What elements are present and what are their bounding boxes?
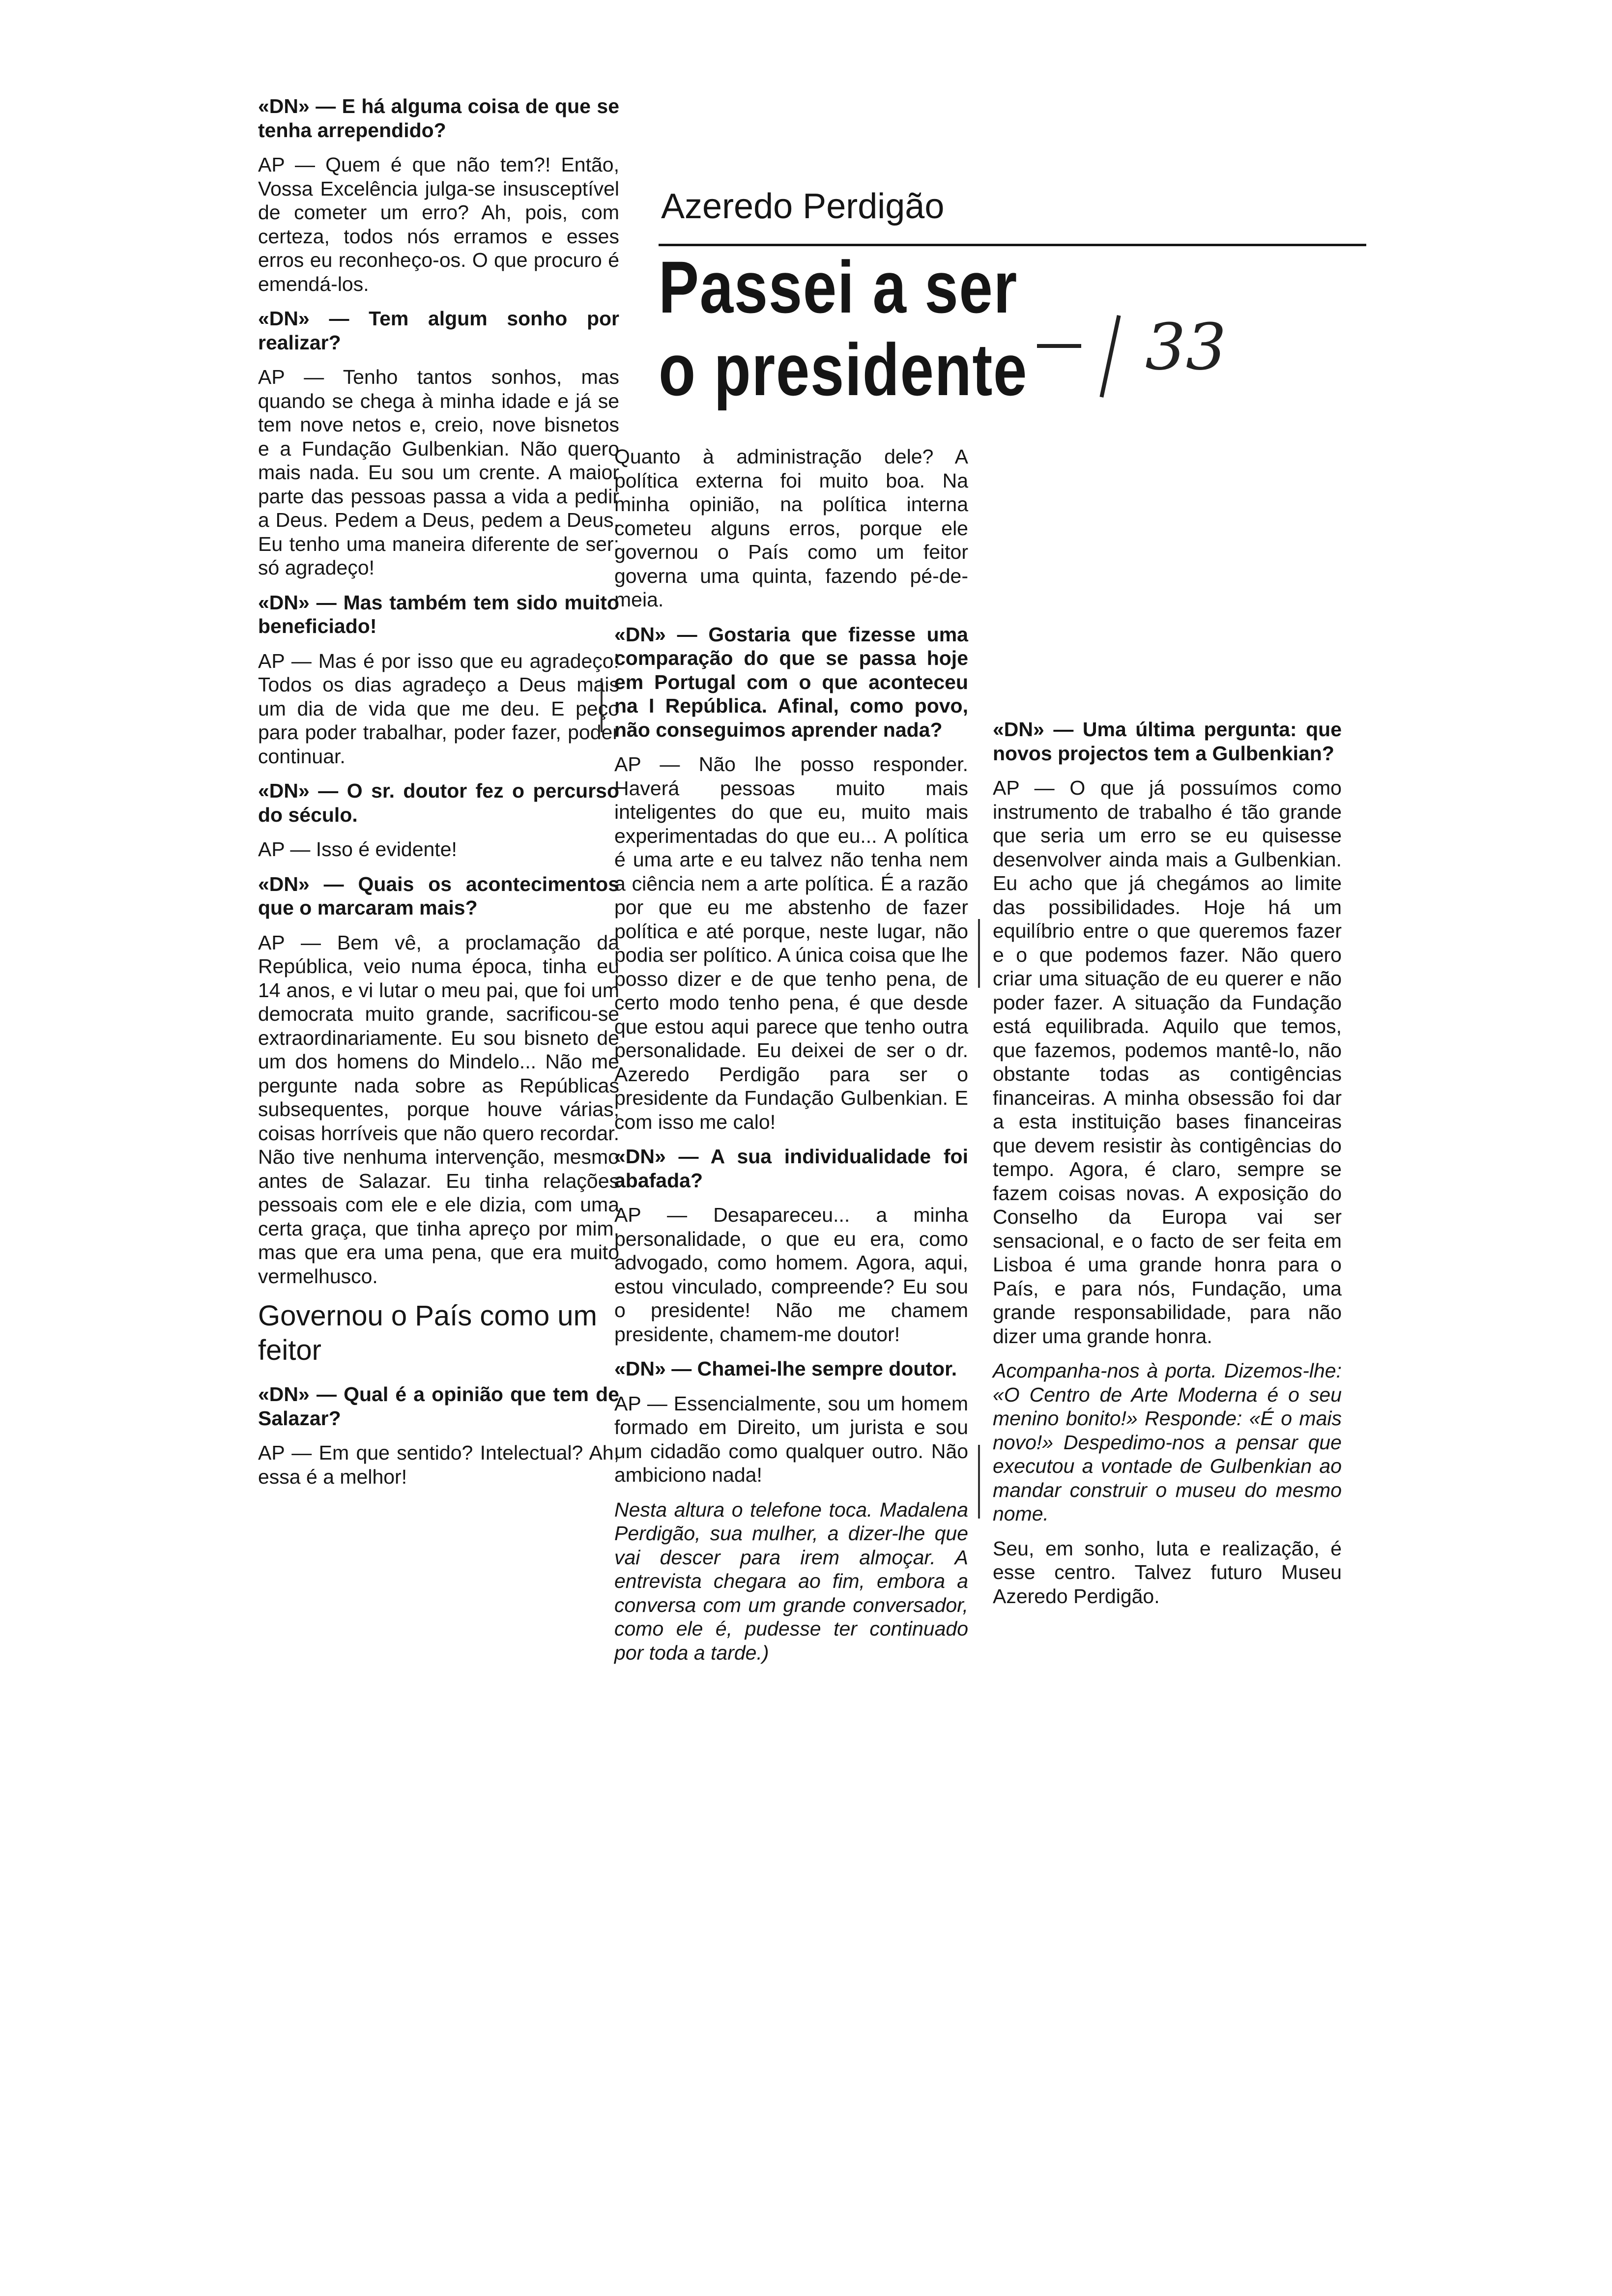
handwritten-dash	[1037, 344, 1081, 348]
handwritten-note: 33	[1145, 310, 1227, 384]
question-paragraph: «DN» — Chamei-lhe sempre doutor.	[614, 1357, 957, 1380]
answer-paragraph: AP — Em que sentido? Intelectual? Ah, essa é a melhor!	[258, 1441, 619, 1488]
answer-paragraph: AP — O que já possuímos como instrumento de trabalho é tão grande que seria um erro se eu quisesse desenvolver ainda mais a Gulbenkian. Eu acho que já chegámos ao limite das possibilidades. Hoje há um equilíbrio entre o que queremos fazer e o que podemos fazer. Não quero criar uma situação de eu querer e não poder fazer. A situação da Fundação está equilibrada. Aquilo que temos, que fazemos, podemos mantê-lo, não obstante todas as contigências financeiras. A minha obsessão foi dar a esta instituição bases financeiras que devem resistir às contigências do tempo. Agora, é claro, sempre se fazem coisas novas. A exposição do Conselho da Europa vai ser sensacional, e o facto de ser feita em Lisboa é uma grande honra para o País, e para nós, Fundação, uma grande responsabilidade, para não dizer uma grande honra.	[993, 776, 1342, 1348]
column-divider	[978, 919, 980, 988]
italic-note-paragraph: Acompanha-nos à porta. Dizemos-lhe: «O Centro de Arte Moderna é o seu menino bonito!» Responde: «É o mais novo!» Despedimo-nos a pensar que executou a vontade de Gulbenkian ao mandar construir o museu do mesmo nome.	[993, 1359, 1342, 1525]
column-1	[258, 94, 619, 1499]
question-paragraph: «DN» — A sua individualidade foi abafada?	[614, 1145, 968, 1192]
answer-paragraph: AP — Quem é que não tem?! Então, Vossa Excelência julga-se insusceptível de cometer um erro? Ah, pois, com certeza, todos nós erramos e esses erros eu reconheço-os. O que procuro é emendá-los.	[258, 153, 619, 295]
answer-paragraph: Seu, em sonho, luta e realização, é esse centro. Talvez futuro Museu Azeredo Perdigão.	[993, 1537, 1342, 1607]
question-paragraph: «DN» — Uma última pergunta: que novos projectos tem a Gulbenkian?	[993, 718, 1342, 765]
italic-note-paragraph: Nesta altura o telefone toca. Madalena Perdigão, sua mulher, a dizer-lhe que vai descer para irem almoçar. A entrevista chegara ao fim, embora a conversa com um grande conversador, como ele é, pudesse ter continuado por toda a tarde.)	[614, 1498, 968, 1664]
column-3	[993, 718, 1342, 1619]
section-subhead: Governou o País como um feitor	[258, 1300, 597, 1366]
answer-paragraph: AP — Bem vê, a proclamação da República, veio numa época, tinha eu 14 anos, e vi lutar o meu pai, que foi um democrata muito grande, sacrificou-se extraordinariamente. Eu sou bisneto de um dos homens do Mindelo... Não me pergunte nada sobre as Repúblicas subsequentes, porque houve várias, coisas horríveis que não quero recordar. Não tive nenhuma intervenção, mesmo antes de Salazar. Eu tinha relações pessoais com ele e ele dizia, com uma certa graça, que tinha apreço por mim, mas que era uma pena, que era muito vermelhusco.	[258, 931, 619, 1288]
question-paragraph: «DN» — O sr. doutor fez o percurso do século.	[258, 779, 619, 826]
column-divider	[978, 1445, 980, 1519]
answer-paragraph: AP — Desapareceu... a minha personalidade, o que eu era, como advogado, como homem. Agora, aqui, estou vinculado, compreende? Eu sou o presidente! Não me chamem presidente, chamem-me doutor!	[614, 1204, 968, 1346]
answer-paragraph: AP — Mas é por isso que eu agradeço! Todos os dias agradeço a Deus mais um dia de vida que me deu. E peço para poder trabalhar, poder fazer, poder continuar.	[258, 649, 619, 768]
question-paragraph: «DN» — Mas também tem sido muito beneficiado!	[258, 591, 619, 637]
article-kicker: Azeredo Perdigão	[661, 187, 945, 226]
question-paragraph: «DN» — Gostaria que fizesse uma comparação do que se passa hoje em Portugal com o que aconteceu na I República. Afinal, como povo, não conseguimos aprender nada?	[614, 623, 968, 741]
headline-line-2: o presidente	[659, 328, 1028, 411]
handwritten-slash	[1099, 315, 1121, 398]
headline-line-1: Passei a ser	[659, 246, 1018, 328]
question-paragraph: «DN» — Quais os acontecimentos que o marcaram mais?	[258, 872, 619, 919]
answer-paragraph: Quanto à administração dele? A política externa foi muito boa. Na minha opinião, na política interna cometeu alguns erros, porque ele governou o País como um feitor governa uma quinta, fazendo pé-de-meia.	[614, 445, 968, 611]
answer-paragraph: AP — Essencialmente, sou um homem formado em Direito, um jurista e sou um cidadão como qualquer outro. Não ambiciono nada!	[614, 1392, 968, 1486]
question-paragraph: «DN» — Qual é a opinião que tem de Salazar?	[258, 1383, 619, 1430]
answer-paragraph: AP — Tenho tantos sonhos, mas quando se chega à minha idade e já se tem nove netos e, creio, nove bisnetos e a Fundação Gulbenkian. Não quero mais nada. Eu sou um crente. A maior parte das pessoas passa a vida a pedir a Deus. Pedem a Deus, pedem a Deus. Eu tenho uma maneira diferente de ser: só agradeço!	[258, 366, 619, 579]
answer-paragraph: AP — Não lhe posso responder. Haverá pessoas muito mais inteligentes do que eu, muito mais experimentadas do que eu... A política é uma arte e eu talvez não tenha nem a ciência nem a arte política. É a razão por que eu me abstenho de fazer política e até porque, neste lugar, não podia ser político. A única coisa que lhe posso dizer e de que tenho pena, de certo modo tenho pena, é que desde que estou aqui parece que tenho outra personalidade. Eu deixei de ser o dr. Azeredo Perdigão para ser o presidente da Fundação Gulbenkian. E com isso me calo!	[614, 753, 968, 1133]
question-paragraph: «DN» — Tem algum sonho por realizar?	[258, 307, 619, 354]
answer-paragraph: AP — Isso é evidente!	[258, 838, 457, 861]
question-paragraph: «DN» — E há alguma coisa de que se tenha arrependido?	[258, 95, 619, 142]
article-headline	[659, 246, 1062, 411]
column-2	[614, 445, 968, 1675]
